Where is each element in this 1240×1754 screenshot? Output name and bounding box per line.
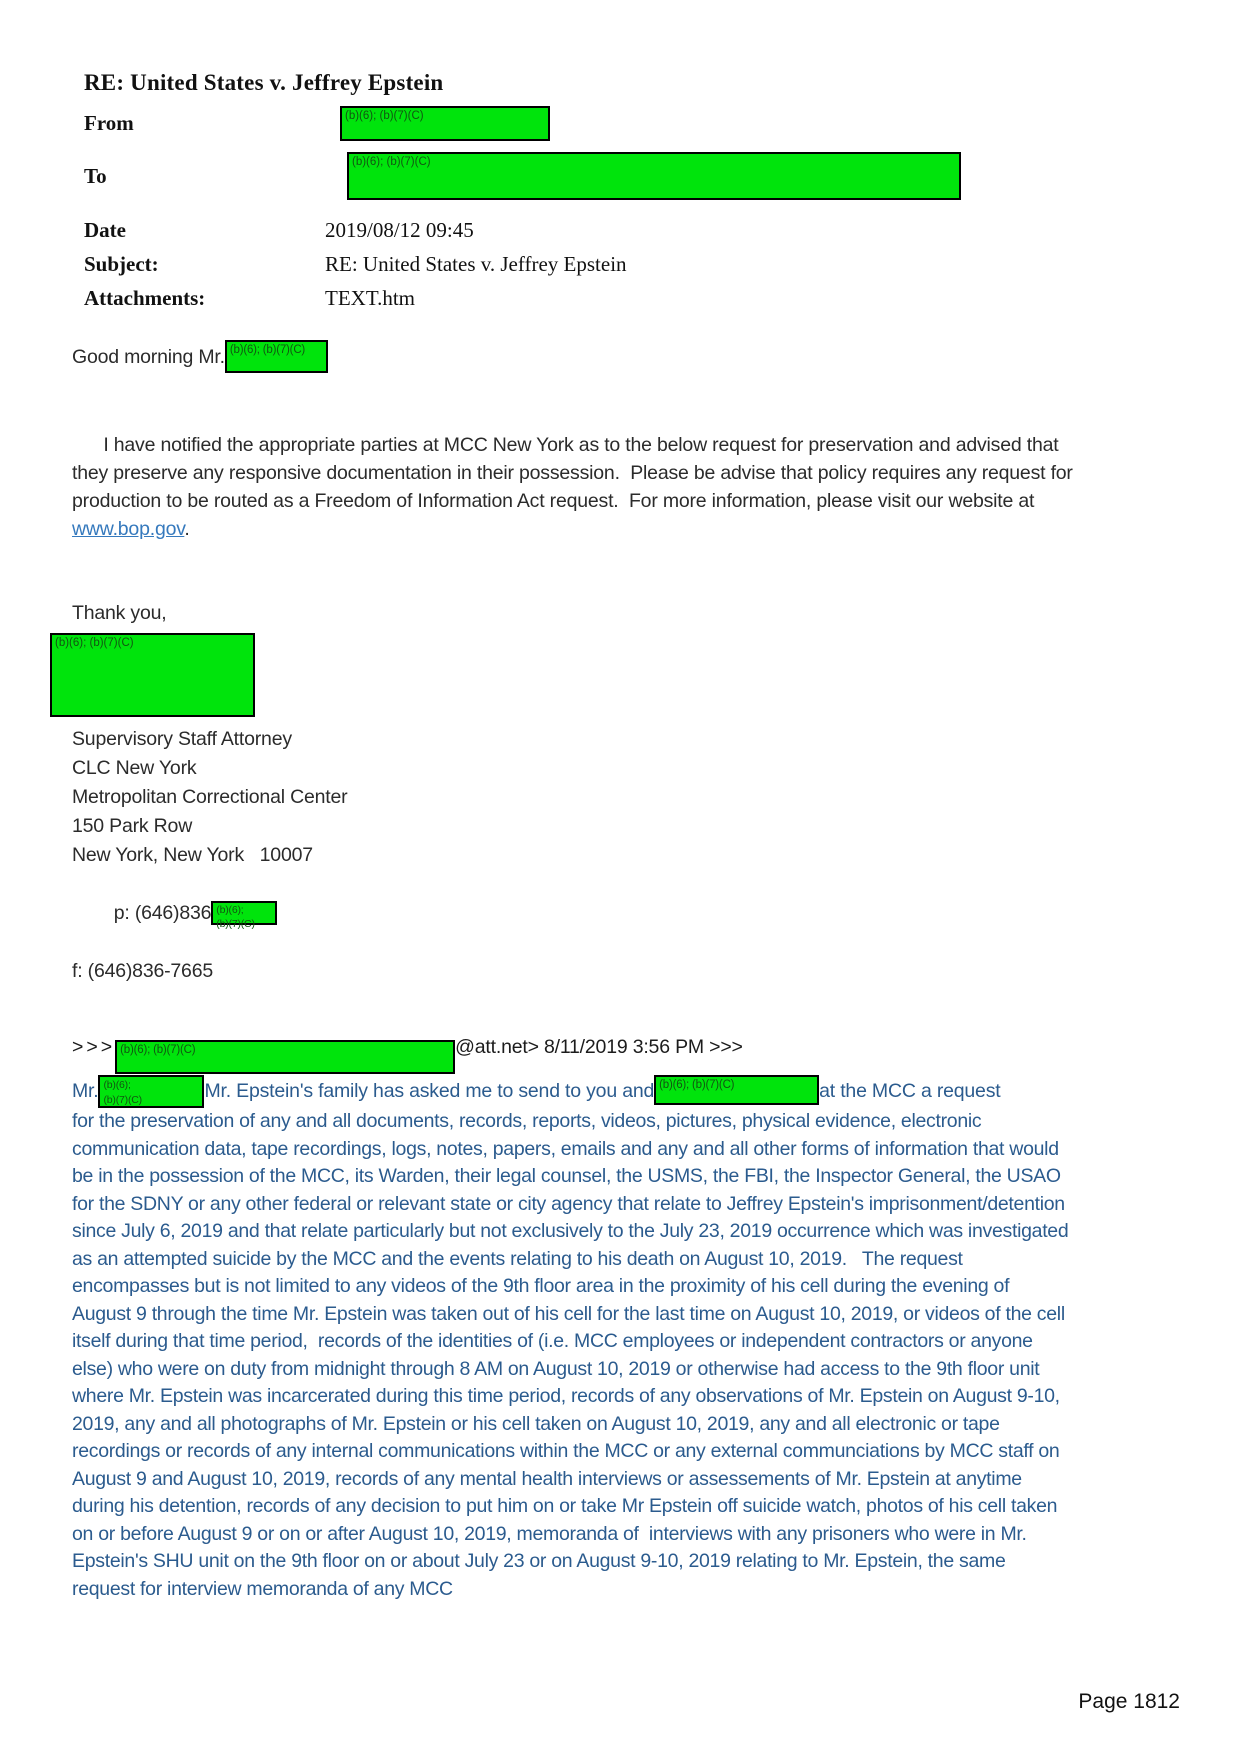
signature-line-title: Supervisory Staff Attorney <box>72 728 292 750</box>
paragraph-text-suffix: . <box>184 518 190 540</box>
quoted-message-header <box>72 1036 1180 1074</box>
greeting-line <box>72 343 1180 373</box>
redaction-code-label: (b)(7)(C) <box>103 1094 142 1106</box>
header-row-attachments <box>84 281 1180 315</box>
header-row-date <box>84 213 1180 247</box>
attachments-label: Attachments: <box>84 286 206 310</box>
redaction-box-second-name <box>654 1075 819 1105</box>
redaction-box-from <box>340 106 550 141</box>
attachments-value: TEXT.htm <box>325 286 416 310</box>
date-label: Date <box>84 218 126 242</box>
signature-block <box>72 725 1180 986</box>
header-row-from <box>84 106 1180 141</box>
from-label: From <box>84 111 134 135</box>
bop-gov-link[interactable]: www.bop.gov <box>72 518 185 540</box>
page-title: RE: United States v. Jeffrey Epstein <box>84 70 444 95</box>
quoted-message-body: for the preservation of any and all documents, records, reports, videos, pictures, physical evidence, electronic communication data, tape recordings, logs, notes, papers, emails and any and all other forms of information that would be in the possession of the MCC, its Warden, their legal counsel, the USMS, the FBI, the Inspector General, the USAO for the SDNY or any other federal or relevant state or city agency that relate to Jeffrey Epstein's imprisonment/detention since July 6, 2019 and that relate particularly but not exclusively to the July 23, 2019 occurrence which was investigated as an attempted suicide by the MCC and the events relating to his death on August 10, 2019. The request encompasses but is not limited to any videos of the 9th floor area in the proximity of his cell during the evening of August 9 through the time Mr. Epstein was taken out of his cell for the last time on August 10, 2019, or videos of the cell itself during that time period, records of the identities of (i.e. MCC employees or independent contractors or anyone else) who were on duty from midnight through 8 AM on August 10, 2019 or otherwise had access to the 9th floor unit where Mr. Epstein was incarcerated during this time period, records of any observations of Mr. Epstein on August 9-10, 2019, any and all photographs of Mr. Epstein or his cell taken on August 10, 2019, any and all electronic or tape recordings or records of any internal communications within the MCC or any external communciations by MCC staff on August 9 and August 10, 2019, records of any mental health interviews or assessements of Mr. Epstein at anytime during his detention, records of any decision to put him on or take Mr Epstein off suicide watch, photos of his cell taken on or before August 9 or on or after August 10, 2019, memoranda of interviews with any prisoners who were in Mr. Epstein's SHU unit on the 9th floor on or about July 23 or on August 9-10, 2019 relating to Mr. Epstein, the same request for interview memoranda of any MCC <box>72 1110 1074 1600</box>
redaction-box-to <box>347 152 961 200</box>
redaction-code-label: (b)(6); (b)(7)(C) <box>659 1079 735 1091</box>
redaction-code-label: (b)(6); <box>216 904 244 916</box>
redaction-box-recipient-name <box>98 1075 204 1108</box>
quoted-text: Mr. Epstein's family has asked me to send to you and <box>204 1080 655 1102</box>
subject-value: RE: United States v. Jeffrey Epstein <box>325 252 627 276</box>
redaction-code-label: (b)(6); (b)(7)(C) <box>229 344 306 356</box>
greeting-text: Good morning Mr. <box>72 346 225 368</box>
signature-line-fax: f: (646)836-7665 <box>72 960 213 982</box>
signature-line-facility: Metropolitan Correctional Center <box>72 786 348 808</box>
redaction-code-label: (b)(6); (b)(7)(C) <box>55 637 134 649</box>
redaction-code-label: (b)(6); (b)(7)(C) <box>352 156 431 168</box>
signature-line-street: 150 Park Row <box>72 815 193 837</box>
date-value: 2019/08/12 09:45 <box>325 218 474 242</box>
paragraph-text: I have notified the appropriate parties at MCC New York as to the below request for preservation and advised that they preserve any responsive documentation in their possession. Please be advise that policy requires any request for production to be routed as a Freedom of Information Act request. For more information, please visit our website at <box>72 434 1078 512</box>
quote-arrows-left: >>> <box>72 1036 116 1058</box>
subject-label: Subject: <box>84 252 159 276</box>
redaction-code-label: (b)(6); (b)(7)(C) <box>120 1044 196 1056</box>
signature-line-phone <box>72 870 1180 957</box>
redaction-code-label: (b)(6); <box>103 1079 131 1091</box>
header-row-subject <box>84 247 1180 281</box>
to-label: To <box>84 164 107 188</box>
redaction-box-signature <box>50 633 255 717</box>
redaction-code-label: (b)(6); (b)(7)(C) <box>345 110 424 122</box>
reply-paragraph <box>72 403 1087 571</box>
quote-header-text: @att.net> 8/11/2019 3:56 PM >>> <box>455 1036 743 1058</box>
quoted-text: at the MCC a request <box>819 1080 1001 1102</box>
closing-line: Thank you, <box>72 602 167 624</box>
quoted-text: Mr. <box>72 1080 99 1102</box>
mail-header <box>84 70 1180 315</box>
redaction-box-greeting-name <box>225 340 328 373</box>
redaction-box-sender-email <box>115 1040 455 1074</box>
phone-prefix: p: (646)836 <box>113 902 212 924</box>
signature-line-office: CLC New York <box>72 757 197 779</box>
quoted-first-line <box>72 1077 1180 1108</box>
redaction-box-phone <box>211 901 277 930</box>
redaction-code-label: (b)(7)(C) <box>216 918 255 930</box>
page-number: Page 1812 <box>1078 1690 1180 1713</box>
header-row-to <box>84 152 1180 200</box>
signature-line-city: New York, New York 10007 <box>72 844 313 866</box>
